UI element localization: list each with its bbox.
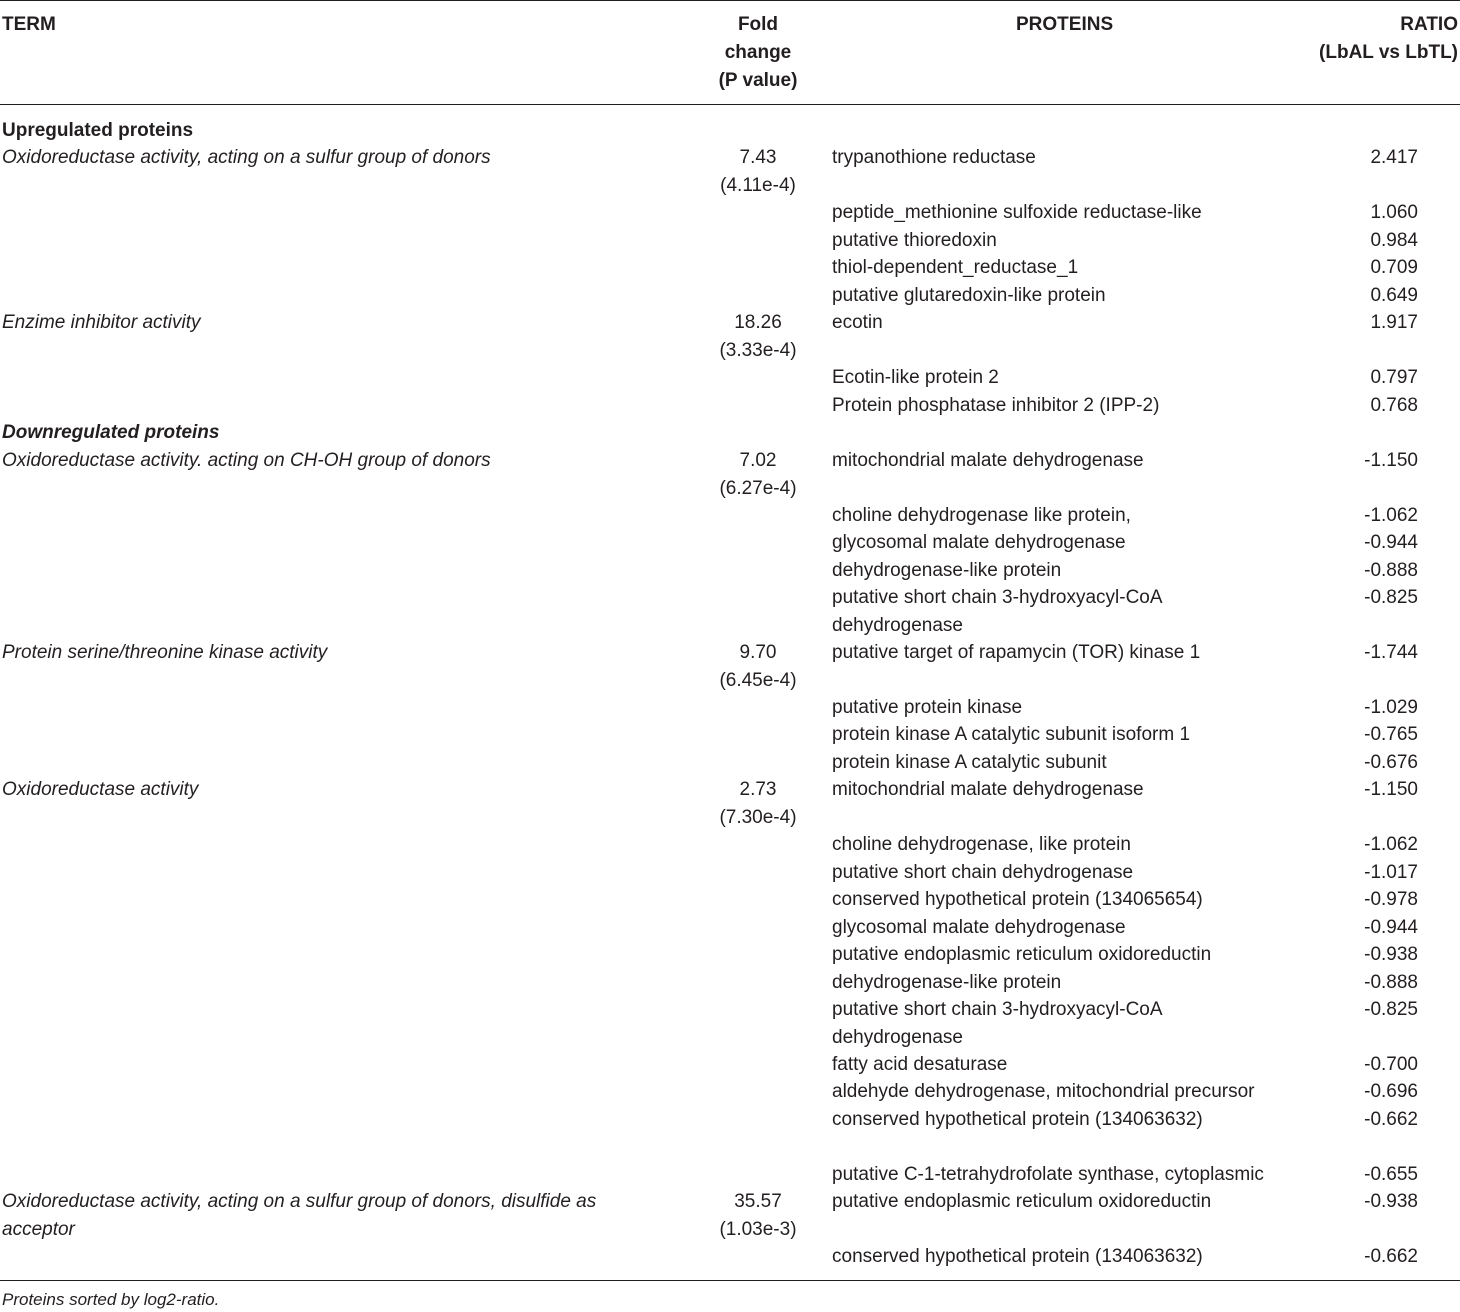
protein-cell: peptide_methionine sulfoxide reductase-like bbox=[832, 202, 1202, 223]
protein-cell: Protein phosphatase inhibitor 2 (IPP-2) bbox=[832, 395, 1160, 416]
fold-change-cell bbox=[700, 1188, 816, 1243]
ratio-cell: 0.768 bbox=[1370, 395, 1418, 416]
protein-cell: protein kinase A catalytic subunit bbox=[832, 752, 1107, 773]
ratio-cell: -0.825 bbox=[1364, 999, 1418, 1020]
header-term: TERM bbox=[2, 14, 56, 35]
protein-cell: choline dehydrogenase, like protein bbox=[832, 834, 1131, 855]
fold-change-cell bbox=[700, 776, 816, 831]
ratio-cell: -0.944 bbox=[1364, 532, 1418, 553]
protein-cell: conserved hypothetical protein (134063632) bbox=[832, 1246, 1203, 1267]
ratio-cell: -1.150 bbox=[1364, 779, 1418, 800]
ratio-cell: -0.700 bbox=[1364, 1054, 1418, 1075]
table-footnote: Proteins sorted by log2-ratio. bbox=[2, 1290, 220, 1309]
protein-cell: trypanothione reductase bbox=[832, 147, 1036, 168]
ratio-cell: -0.978 bbox=[1364, 889, 1418, 910]
fold-change-cell bbox=[700, 309, 816, 364]
protein-cell: mitochondrial malate dehydrogenase bbox=[832, 450, 1144, 471]
protein-cell: putative C-1-tetrahydrofolate synthase, cytoplasmic bbox=[832, 1164, 1264, 1185]
protein-cell: choline dehydrogenase like protein, bbox=[832, 505, 1131, 526]
fold-change-value: 18.26 bbox=[734, 312, 782, 333]
protein-cell: thiol-dependent_reductase_1 bbox=[832, 257, 1079, 278]
ratio-cell: 0.984 bbox=[1370, 230, 1418, 251]
ratio-cell: 1.917 bbox=[1370, 312, 1418, 333]
protein-cell: fatty acid desaturase bbox=[832, 1054, 1008, 1075]
header-fold-line-3: (P value) bbox=[718, 70, 798, 91]
protein-cell: putative target of rapamycin (TOR) kinase 1 bbox=[832, 642, 1201, 663]
ratio-cell: 0.709 bbox=[1370, 257, 1418, 278]
section-upregulated: Upregulated proteins bbox=[2, 120, 194, 141]
fold-change-value: 9.70 bbox=[739, 642, 777, 663]
ratio-cell: -0.662 bbox=[1364, 1109, 1418, 1130]
header-ratio-line-2: (LbAL vs LbTL) bbox=[1319, 42, 1458, 63]
ratio-cell: -1.062 bbox=[1364, 505, 1418, 526]
ratio-cell: 0.649 bbox=[1370, 285, 1418, 306]
protein-cell: putative short chain 3-hydroxyacyl-CoA dehydrogenase bbox=[832, 587, 1162, 636]
p-value: (6.27e-4) bbox=[719, 477, 797, 499]
protein-cell: conserved hypothetical protein (134065654) bbox=[832, 889, 1203, 910]
protein-cell: dehydrogenase-like protein bbox=[832, 972, 1062, 993]
ratio-cell: -0.655 bbox=[1364, 1164, 1418, 1185]
ratio-cell: -0.938 bbox=[1364, 944, 1418, 965]
ratio-cell: -0.825 bbox=[1364, 587, 1418, 608]
protein-cell: putative protein kinase bbox=[832, 697, 1023, 718]
protein-cell: putative glutaredoxin-like protein bbox=[832, 285, 1106, 306]
protein-cell: putative short chain dehydrogenase bbox=[832, 862, 1134, 883]
header-proteins: PROTEINS bbox=[1016, 14, 1114, 35]
fold-change-cell bbox=[700, 639, 816, 694]
ratio-cell: -1.150 bbox=[1364, 450, 1418, 471]
fold-change-value: 2.73 bbox=[739, 779, 777, 800]
fold-change-cell bbox=[700, 447, 816, 502]
protein-cell: ecotin bbox=[832, 312, 883, 333]
protein-cell: Ecotin-like protein 2 bbox=[832, 367, 999, 388]
term-cell: Oxidoreductase activity bbox=[2, 779, 199, 800]
fold-change-cell bbox=[700, 144, 816, 199]
header-fold-change bbox=[700, 11, 816, 95]
header-ratio-line-1: RATIO bbox=[1400, 14, 1458, 35]
ratio-cell: -0.938 bbox=[1364, 1191, 1418, 1212]
fold-change-value: 7.02 bbox=[739, 450, 777, 471]
ratio-cell: -0.944 bbox=[1364, 917, 1418, 938]
p-value: (4.11e-4) bbox=[720, 174, 796, 196]
p-value: (7.30e-4) bbox=[719, 806, 797, 828]
ratio-cell: -1.029 bbox=[1364, 697, 1418, 718]
ratio-cell: 2.417 bbox=[1370, 147, 1418, 168]
protein-cell: glycosomal malate dehydrogenase bbox=[832, 917, 1126, 938]
p-value: (6.45e-4) bbox=[719, 669, 797, 691]
protein-cell: protein kinase A catalytic subunit isoform 1 bbox=[832, 724, 1191, 745]
ratio-cell: -1.017 bbox=[1364, 862, 1418, 883]
fold-change-value: 35.57 bbox=[734, 1191, 782, 1212]
protein-cell: putative short chain 3-hydroxyacyl-CoA dehydrogenase bbox=[832, 999, 1162, 1048]
protein-cell: aldehyde dehydrogenase, mitochondrial precursor bbox=[832, 1081, 1255, 1102]
ratio-cell: -0.696 bbox=[1364, 1081, 1418, 1102]
ratio-cell: -0.676 bbox=[1364, 752, 1418, 773]
ratio-cell: -0.662 bbox=[1364, 1246, 1418, 1267]
ratio-cell: -0.765 bbox=[1364, 724, 1418, 745]
protein-cell: glycosomal malate dehydrogenase bbox=[832, 532, 1126, 553]
header-fold-line-1: Fold bbox=[737, 14, 779, 35]
table-top-rule bbox=[0, 0, 1460, 1]
ratio-cell: -0.888 bbox=[1364, 560, 1418, 581]
header-fold-line-2: change bbox=[724, 42, 792, 63]
header-bottom-rule bbox=[0, 104, 1460, 105]
section-downregulated: Downregulated proteins bbox=[2, 422, 220, 443]
term-cell: Enzime inhibitor activity bbox=[2, 312, 201, 333]
p-value: (1.03e-3) bbox=[719, 1218, 797, 1240]
fold-change-value: 7.43 bbox=[739, 147, 777, 168]
term-cell: Oxidoreductase activity. acting on CH-OH group of donors bbox=[2, 450, 491, 471]
term-cell: Oxidoreductase activity, acting on a sulfur group of donors bbox=[2, 147, 491, 168]
protein-cell: putative endoplasmic reticulum oxidoreductin bbox=[832, 944, 1212, 965]
protein-cell: mitochondrial malate dehydrogenase bbox=[832, 779, 1144, 800]
ratio-cell: -0.888 bbox=[1364, 972, 1418, 993]
protein-cell: putative thioredoxin bbox=[832, 230, 997, 251]
ratio-cell: -1.744 bbox=[1364, 642, 1418, 663]
protein-cell: putative endoplasmic reticulum oxidoreductin bbox=[832, 1191, 1212, 1212]
term-cell: Oxidoreductase activity, acting on a sulfur group of donors, disulfide as acceptor bbox=[2, 1191, 597, 1240]
p-value: (3.33e-4) bbox=[719, 339, 797, 361]
ratio-cell: 0.797 bbox=[1370, 367, 1418, 388]
ratio-cell: 1.060 bbox=[1370, 202, 1418, 223]
ratio-cell: -1.062 bbox=[1364, 834, 1418, 855]
header-ratio bbox=[1319, 11, 1458, 67]
term-cell: Protein serine/threonine kinase activity bbox=[2, 642, 328, 663]
table-bottom-rule bbox=[0, 1280, 1460, 1281]
protein-cell: dehydrogenase-like protein bbox=[832, 560, 1062, 581]
protein-cell: conserved hypothetical protein (134063632) bbox=[832, 1109, 1203, 1130]
